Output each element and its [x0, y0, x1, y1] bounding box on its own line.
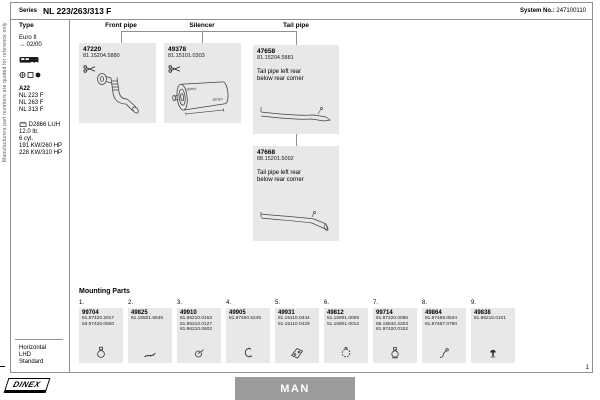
mounting-part-id: 49905 [229, 310, 246, 316]
part-note: Tail pipe left rear [257, 69, 302, 75]
mounting-part-id: 49812 [327, 310, 344, 316]
column-header-tail-pipe: Tail pipe [283, 22, 309, 29]
series-label: Series [19, 8, 38, 14]
mounting-part-ref: 81.97420.0152 [376, 327, 409, 333]
silencer-drawing [170, 74, 236, 116]
hanger-icon [438, 347, 451, 359]
type-sidebar [11, 19, 70, 372]
coil-icon [193, 347, 205, 359]
type-sidebar-content [19, 35, 62, 164]
mounting-part-ref: 81.96210.0127 [180, 321, 213, 327]
mounting-item [422, 300, 466, 363]
mounting-item-box [275, 308, 319, 363]
tail-pipe-drawing [256, 204, 336, 234]
mounting-part-ref: 81.97420.0085 [376, 316, 409, 321]
left-tick-mark [0, 366, 5, 367]
column-connector-line [121, 31, 297, 32]
mounting-part-ref: 81.15110.0429 [278, 321, 310, 327]
connector-tick-front [121, 31, 122, 43]
model-name: NL 263 F [19, 100, 44, 106]
mounting-item-box [79, 308, 123, 363]
part-ref: 81.15204.5880 [83, 53, 120, 59]
model-code: A22 [19, 86, 31, 92]
mounting-item-number: 5. [275, 300, 281, 306]
system-number [520, 8, 586, 14]
mounting-part-ref: 81.97487.0780 [425, 321, 458, 327]
dinex-logo: DINEX [4, 378, 51, 393]
engine-spec: 191 KW/260 HP [19, 143, 63, 149]
mounting-item [226, 300, 270, 363]
tail-pipe-drawing [256, 103, 336, 129]
mounting-item [471, 300, 515, 363]
mounting-item [177, 300, 221, 363]
connector-tick-silencer [202, 31, 203, 43]
part-id: 47668 [257, 149, 276, 156]
part-id: 47658 [257, 48, 276, 55]
mounting-parts-title: Mounting Parts [79, 288, 130, 295]
mounting-part-ref: 51.15901.0012 [327, 321, 360, 327]
clamp-ring-icon [340, 346, 353, 359]
part-box-tail-pipe-2 [253, 146, 339, 241]
sidebar-footer [19, 345, 46, 366]
mounting-part-id: 49931 [278, 310, 295, 316]
mounting-part-ref: 81.96210.0602 [180, 327, 213, 333]
mounting-part-ref: 51.15901.0009 [327, 316, 360, 321]
mounting-part-ref: 81.15501.5536 [131, 316, 164, 321]
mounting-item-number: 2. [128, 300, 134, 306]
clamp-icon [389, 346, 402, 359]
clamp-icon [95, 346, 108, 359]
connector-tick-tail-2 [296, 134, 297, 146]
axle-config-icons [19, 71, 62, 79]
part-id: 47220 [83, 46, 102, 53]
engine-spec: 6 cyl. [19, 136, 34, 142]
man-brand-badge: MAN [235, 377, 355, 400]
mounting-item-number: 1. [79, 300, 85, 306]
mounting-item-box [226, 308, 270, 363]
part-id: 49378 [168, 46, 187, 53]
part-ref: 81.15204.5881 [257, 55, 294, 61]
mounting-item-box [422, 308, 466, 363]
mounting-item-box [177, 308, 221, 363]
mounting-item [324, 300, 368, 363]
mounting-item-number: 8. [422, 300, 428, 306]
mounting-part-ref: 81.96210.0153 [180, 316, 213, 321]
mounting-part-ref: 88.15640.2203 [376, 321, 409, 327]
mounting-part-ref: 83.97420.0500 [82, 321, 115, 327]
engine-spec: 12.0 ltr. [19, 129, 39, 135]
mounting-item-number: 7. [373, 300, 379, 306]
bracket-icon [290, 346, 305, 359]
system-number-label: System No.: [520, 8, 555, 14]
connector-tick-tail [296, 31, 297, 45]
part-note: below rear corner [257, 76, 304, 82]
side-note-vertical-text: Manufacturers part numbers are quoted for reference only [2, 22, 8, 162]
mounting-part-ref: 81.97460.5245 [229, 316, 262, 321]
orientation-label: Horizontal [19, 345, 47, 351]
mounting-item [373, 300, 417, 363]
model-name: NL 313 F [19, 107, 44, 113]
mounting-item [275, 300, 319, 363]
euro-class: Euro II [19, 35, 37, 41]
plug-icon [487, 347, 499, 359]
page-number: 1 [585, 365, 589, 371]
column-header-front-pipe: Front pipe [105, 22, 137, 29]
mounting-item-number: 9. [471, 300, 477, 306]
bus-icon [19, 56, 62, 64]
mounting-item [128, 300, 172, 363]
mounting-part-ref: 81.96210.0101 [474, 316, 507, 321]
part-box-front-pipe [79, 43, 156, 123]
drive-label: LHD [19, 352, 32, 358]
sheet-header [11, 3, 592, 20]
hook-icon [242, 346, 255, 359]
mounting-part-ref: 81.15110.0344 [278, 316, 310, 321]
variant-label: Standard [19, 359, 44, 365]
column-header-type: Type [19, 22, 34, 29]
part-ref: 81.15101.0303 [168, 53, 205, 59]
mounting-part-id: 49825 [131, 310, 148, 316]
mounting-item-box [373, 308, 417, 363]
catalog-sheet [10, 2, 593, 373]
valid-from-date: → 02/00 [19, 42, 42, 48]
hose-icon [143, 349, 157, 359]
engine-icon [19, 121, 27, 127]
model-name: NL 223 F [19, 93, 44, 99]
mounting-item [79, 300, 123, 363]
system-number-value: 247100110 [556, 8, 586, 14]
mounting-item-number: 4. [226, 300, 232, 306]
silencer-brand-label: Dinex [186, 85, 197, 92]
front-pipe-drawing [93, 73, 145, 117]
cut-icon [168, 65, 182, 73]
mounting-part-id: 49838 [474, 310, 491, 316]
mounting-part-ref: 81.97488.0534 [425, 316, 458, 321]
series-value: NL 223/263/313 F [43, 6, 112, 16]
cut-icon [83, 65, 97, 73]
column-header-silencer: Silencer [189, 22, 215, 29]
sidebar-footer-divider [15, 339, 63, 340]
mounting-item-number: 3. [177, 300, 183, 306]
mounting-item-box [471, 308, 515, 363]
mounting-part-id: 49910 [180, 310, 197, 316]
mounting-item-number: 6. [324, 300, 330, 306]
engine-spec: 228 KW/310 HP [19, 150, 63, 156]
mounting-part-id: 49864 [425, 310, 442, 316]
mounting-item-box [128, 308, 172, 363]
part-note: below rear corner [257, 177, 304, 183]
mounting-part-ref: 81.97420.2017 [82, 316, 115, 321]
mounting-item-box [324, 308, 368, 363]
mounting-part-id: 99714 [376, 310, 393, 316]
silencer-brand-label: Dinex [212, 95, 223, 103]
part-ref: 88.15201.5092 [257, 156, 294, 162]
mounting-parts-row [79, 300, 515, 363]
part-note: Tail pipe left rear [257, 170, 302, 176]
part-box-tail-pipe-1 [253, 45, 339, 134]
part-box-silencer [164, 43, 241, 123]
mounting-part-id: 99704 [82, 310, 99, 316]
engine-code: D2866 LUH [28, 122, 61, 128]
